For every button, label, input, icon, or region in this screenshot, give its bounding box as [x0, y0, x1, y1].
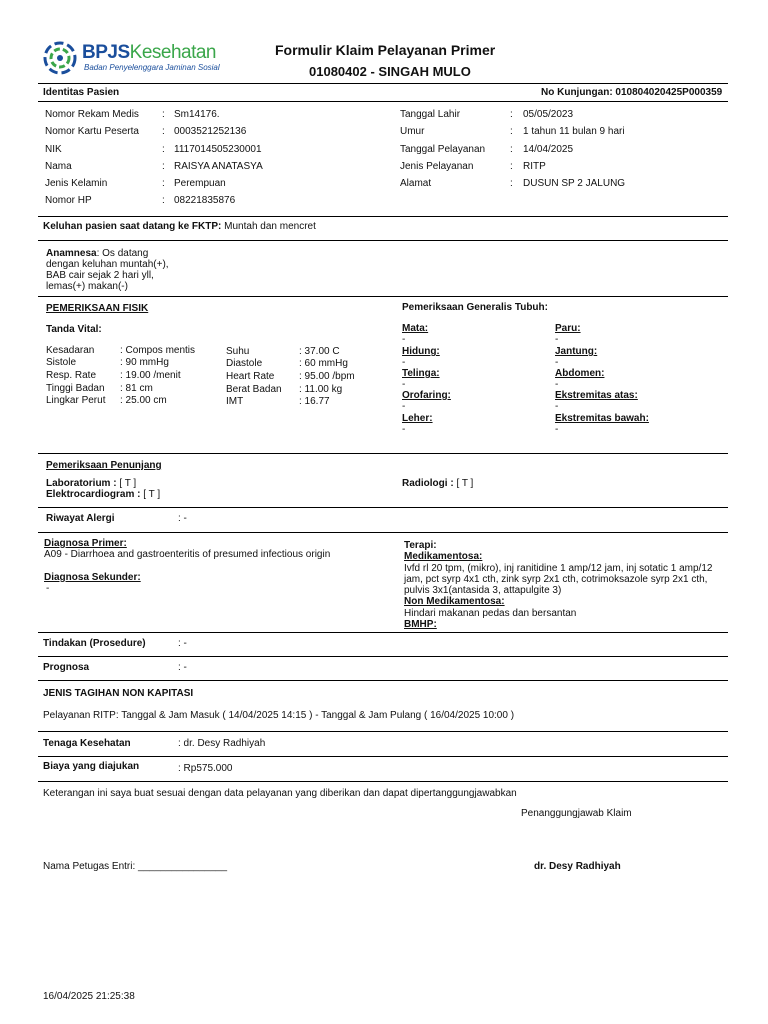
- prognosa-label: Prognosa: [43, 662, 90, 673]
- field-colon: :: [510, 161, 513, 172]
- no-kunjungan: No Kunjungan: 010804020425P000359: [541, 87, 723, 98]
- field-colon: :: [162, 126, 165, 137]
- tanda-vital-label: Tanda Vital:: [46, 324, 102, 335]
- tindakan-label: Tindakan (Prosedure): [43, 638, 146, 649]
- fisik-heading: PEMERIKSAAN FISIK: [46, 303, 149, 314]
- medikamentosa-line: jam, pct syrp 4x1 cth, zink syrp 2x1 cth, cotrimoksazole syrp 2x1 cth,: [404, 573, 708, 585]
- petugas-signature-line: ________________: [138, 861, 228, 872]
- vital-label: Resp. Rate: [46, 370, 97, 381]
- generalis-label: Ekstremitas bawah:: [555, 413, 649, 424]
- biaya-label: Biaya yang diajukan: [43, 761, 140, 772]
- tenaga-value: : dr. Desy Radhiyah: [178, 738, 266, 749]
- field-label: Tanggal Pelayanan: [400, 144, 486, 155]
- field-label: Nomor Kartu Peserta: [45, 126, 139, 137]
- vital-value: : 37.00 C: [299, 346, 340, 357]
- medikamentosa-line: pulvis 3x1(antasida 3, attapulgite 3): [404, 585, 562, 597]
- field-colon: :: [510, 144, 513, 155]
- anamnesa-label: Anamnesa: [46, 248, 97, 259]
- generalis-value: -: [402, 401, 406, 412]
- tagihan-detail: Pelayanan RITP: Tanggal & Jam Masuk ( 14/04/2025 14:15 ) - Tanggal & Jam Pulang ( 16/04/2025 10:00 ): [43, 710, 515, 721]
- field-label: Nomor Rekam Medis: [45, 109, 139, 120]
- vital-value: : 19.00 /menit: [120, 370, 181, 381]
- tindakan-value: : -: [178, 638, 187, 649]
- identitas-heading: Identitas Pasien: [43, 87, 120, 98]
- field-value: RITP: [523, 161, 546, 172]
- generalis-label: Abdomen:: [555, 368, 605, 379]
- field-value: Perempuan: [174, 178, 226, 189]
- generalis-value: -: [402, 357, 406, 368]
- diagnosa-primer-value: A09 - Diarrhoea and gastroenteritis of presumed infectious origin: [44, 549, 331, 560]
- bpjs-logo-icon: [42, 40, 78, 76]
- field-value: 08221835876: [174, 195, 236, 206]
- field-label: Umur: [400, 126, 425, 137]
- medikamentosa-label: Medikamentosa:: [404, 551, 483, 563]
- anamnesa-line: lemas(+) makan(-): [46, 281, 128, 292]
- field-label: Nomor HP: [45, 195, 92, 206]
- diagnosa-sekunder-value: -: [46, 583, 50, 594]
- logo-brand-kesehatan: Kesehatan: [129, 42, 216, 63]
- generalis-label: Jantung:: [555, 346, 598, 357]
- non-medikamentosa-label: Non Medikamentosa:: [404, 596, 505, 608]
- field-value: 1117014505230001: [174, 144, 262, 155]
- vital-label: Suhu: [226, 346, 250, 357]
- anamnesa-line: BAB cair sejak 2 hari yll,: [46, 270, 154, 281]
- non-medikamentosa-value: Hindari makanan pedas dan bersantan: [404, 607, 577, 619]
- generalis-label: Hidung:: [402, 346, 440, 357]
- generalis-heading: Pemeriksaan Generalis Tubuh:: [402, 302, 548, 313]
- field-label: Jenis Pelayanan: [400, 161, 474, 172]
- medikamentosa-line: Ivfd rl 20 tpm, (mikro), inj ranitidine 1 amp/12 jam, inj sotatic 1 amp/12: [404, 562, 713, 574]
- logo-brand-bpjs: BPJS: [82, 42, 130, 63]
- anamnesa-line: dengan keluhan muntah(+),: [46, 259, 169, 270]
- keterangan: Keterangan ini saya buat sesuai dengan data pelayanan yang diberikan dan dapat dipertanggungjawabkan: [43, 788, 517, 799]
- biaya-value: : Rp575.000: [178, 763, 233, 774]
- diagnosa-primer-label: Diagnosa Primer:: [44, 538, 127, 549]
- field-colon: :: [510, 109, 513, 120]
- page-subtitle: 01080402 - SINGAH MULO: [309, 64, 471, 79]
- anamnesa-line: : Os datang: [96, 248, 149, 259]
- laboratorium-label: Laboratorium :: [46, 478, 117, 489]
- field-colon: :: [162, 144, 165, 155]
- vital-label: Diastole: [226, 358, 263, 369]
- generalis-value: -: [555, 401, 559, 412]
- diagnosa-sekunder-label: Diagnosa Sekunder:: [44, 572, 141, 583]
- vital-label: Lingkar Perut: [46, 395, 106, 406]
- penunjang-heading: Pemeriksaan Penunjang: [46, 460, 162, 471]
- penanggungjawab-label: Penanggungjawab Klaim: [521, 808, 632, 819]
- petugas-label: Nama Petugas Entri:: [43, 861, 136, 872]
- vital-label: Berat Badan: [226, 384, 282, 395]
- radiologi-row: [402, 478, 473, 489]
- vital-value: : 90 mmHg: [120, 357, 169, 368]
- prognosa-value: : -: [178, 662, 187, 673]
- vital-value: : 11.00 kg: [299, 384, 343, 395]
- field-label: NIK: [45, 144, 62, 155]
- anamnesa-block: [46, 248, 169, 292]
- field-value: Sm14176.: [174, 109, 220, 120]
- field-value: 14/04/2025: [523, 144, 574, 155]
- field-colon: :: [510, 126, 513, 137]
- field-colon: :: [162, 195, 165, 206]
- generalis-value: -: [402, 379, 406, 390]
- radiologi-value: [ T ]: [456, 478, 474, 489]
- generalis-value: -: [555, 379, 559, 390]
- ekg-row: [46, 489, 160, 500]
- field-value: 0003521252136: [174, 126, 247, 137]
- field-label: Jenis Kelamin: [45, 178, 108, 189]
- ekg-value: [ T ]: [143, 489, 161, 500]
- generalis-label: Mata:: [402, 323, 429, 334]
- vital-label: Sistole: [46, 357, 77, 368]
- generalis-label: Leher:: [402, 413, 433, 424]
- vital-value: : 25.00 cm: [120, 395, 167, 406]
- vital-value: : Compos mentis: [120, 345, 196, 356]
- vital-value: : 95.00 /bpm: [299, 371, 355, 382]
- keluhan-label: Keluhan pasien saat datang ke FKTP:: [43, 221, 222, 232]
- alergi-value: : -: [178, 513, 187, 524]
- logo-subtitle: Badan Penyelenggara Jaminan Sosial: [84, 63, 220, 72]
- field-value: RAISYA ANATASYA: [174, 161, 263, 172]
- generalis-label: Paru:: [555, 323, 581, 334]
- page-title: Formulir Klaim Pelayanan Primer: [275, 42, 496, 58]
- signer-name: dr. Desy Radhiyah: [534, 861, 621, 872]
- generalis-label: Telinga:: [402, 368, 440, 379]
- ekg-label: Elektrocardiogram :: [46, 489, 141, 500]
- keluhan-value: Muntah dan mencret: [224, 221, 316, 232]
- field-colon: :: [162, 109, 165, 120]
- generalis-value: -: [402, 424, 406, 435]
- generalis-value: -: [402, 334, 406, 345]
- vital-value: : 16.77: [299, 396, 330, 407]
- generalis-value: -: [555, 357, 559, 368]
- vital-label: Kesadaran: [46, 345, 95, 356]
- vital-label: IMT: [226, 396, 244, 407]
- vital-value: : 81 cm: [120, 383, 153, 394]
- radiologi-label: Radiologi :: [402, 478, 454, 489]
- bmhp-label: BMHP:: [404, 619, 437, 631]
- field-value: 05/05/2023: [523, 109, 574, 120]
- generalis-label: Ekstremitas atas:: [555, 390, 638, 401]
- vital-label: Tinggi Badan: [46, 383, 105, 394]
- tagihan-heading: JENIS TAGIHAN NON KAPITASI: [43, 688, 194, 699]
- field-colon: :: [510, 178, 513, 189]
- laboratorium-value: [ T ]: [119, 478, 137, 489]
- laboratorium-row: [46, 478, 136, 489]
- field-label: Tanggal Lahir: [400, 109, 461, 120]
- keluhan-row: [43, 221, 316, 232]
- generalis-label: Orofaring:: [402, 390, 451, 401]
- generalis-value: -: [555, 334, 559, 345]
- petugas-row: [43, 861, 227, 872]
- field-value: 1 tahun 11 bulan 9 hari: [523, 126, 625, 137]
- field-label: Nama: [45, 161, 72, 172]
- tenaga-label: Tenaga Kesehatan: [43, 738, 131, 749]
- alergi-label: Riwayat Alergi: [46, 513, 115, 524]
- field-label: Alamat: [400, 178, 432, 189]
- bpjs-logo: [42, 40, 222, 76]
- field-colon: :: [162, 178, 165, 189]
- terapi-label: Terapi:: [404, 540, 437, 551]
- terapi-block: [404, 540, 712, 630]
- print-timestamp: 16/04/2025 21:25:38: [43, 991, 135, 1002]
- vital-value: : 60 mmHg: [299, 358, 348, 369]
- field-value: DUSUN SP 2 JALUNG: [523, 178, 626, 189]
- vital-label: Heart Rate: [226, 371, 275, 382]
- generalis-value: -: [555, 424, 559, 435]
- field-colon: :: [162, 161, 165, 172]
